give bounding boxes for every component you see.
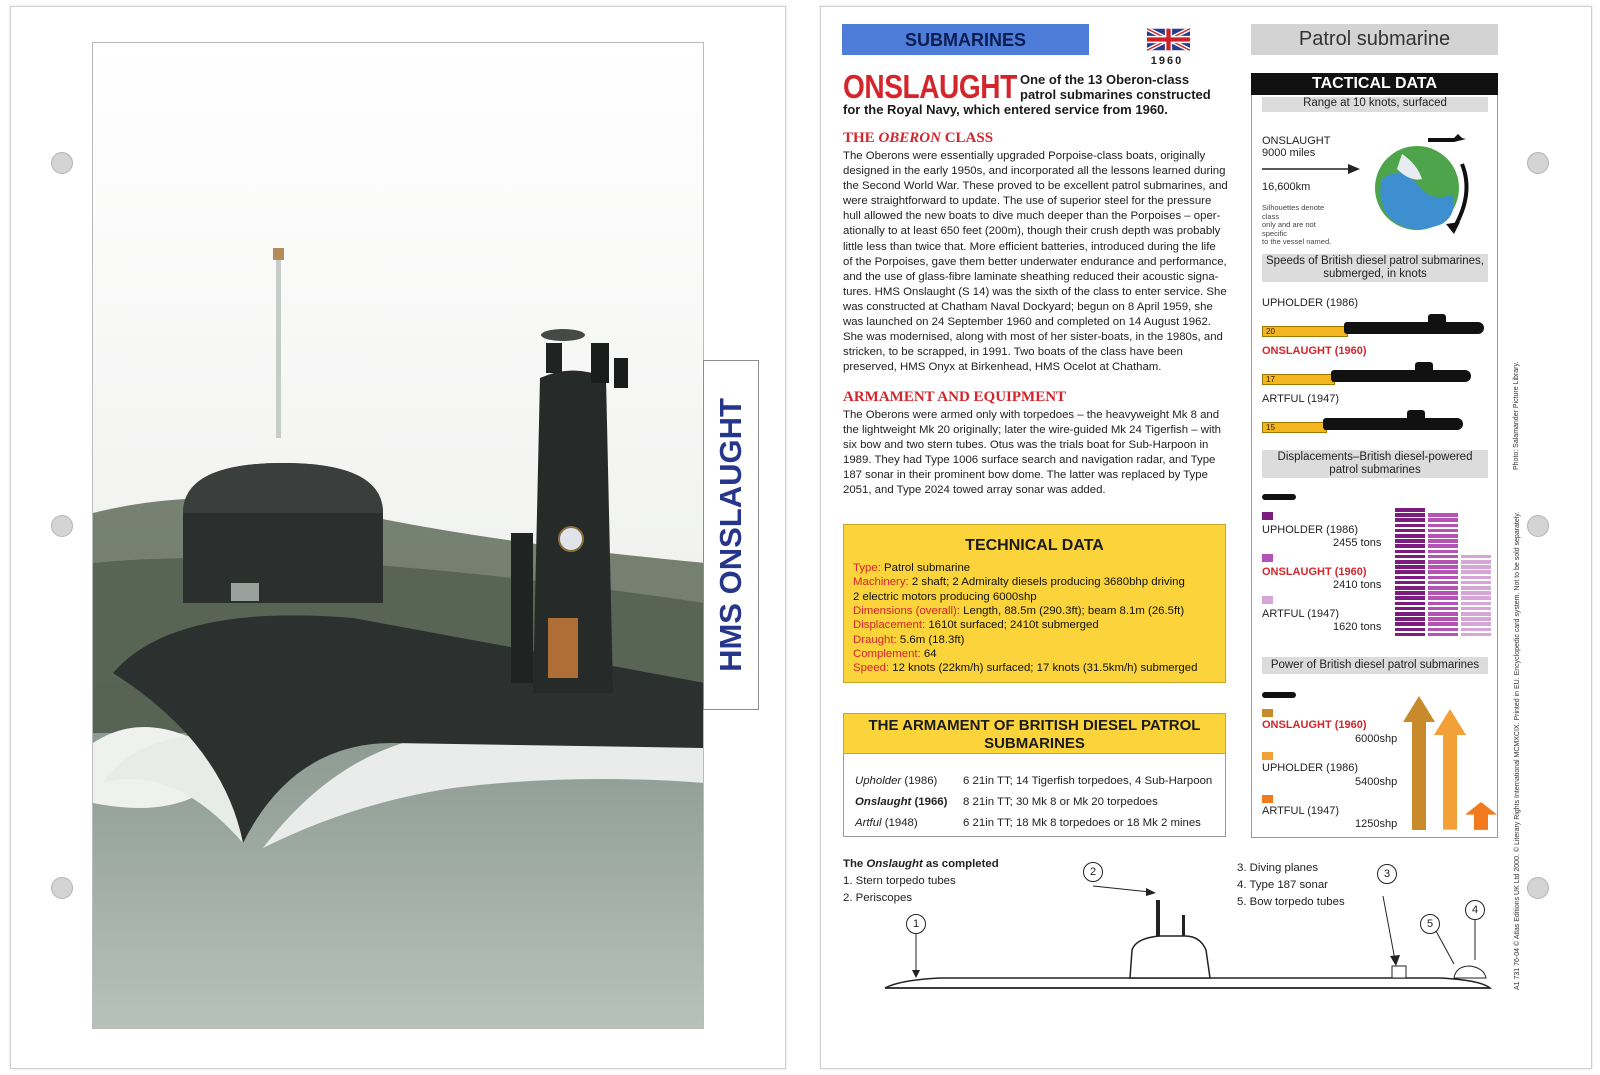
displacement-label: ONSLAUGHT (1960) — [1262, 566, 1367, 578]
oberon-body-line: and the use of glass-fibre laminate sheathing reduced their acoustic signa- — [843, 270, 1219, 283]
technical-data-label: Machinery: — [853, 576, 909, 589]
power-label: ONSLAUGHT (1960) — [1262, 719, 1367, 731]
technical-data-value: 64 — [920, 647, 937, 660]
displacement-bar-segment — [1395, 529, 1425, 533]
oberon-heading-pre: THE — [843, 130, 879, 146]
displacement-bar-segment — [1395, 518, 1425, 522]
displacement-legend-swatch — [1262, 512, 1273, 520]
technical-data-row — [853, 590, 1037, 604]
displacement-bar-segment — [1428, 622, 1458, 626]
submarine-silhouette-icon — [1331, 370, 1471, 382]
oberon-body-line: of the Porpoises, gave them better underwater endurance and performance, — [843, 255, 1227, 268]
power-arrow — [1465, 802, 1497, 830]
displacement-bar-segment — [1428, 550, 1458, 554]
photo-credit: Photo: Salamander Picture Library. — [1513, 361, 1520, 470]
globe-icon — [1362, 124, 1482, 244]
oberon-body-line: tures. HMS Onslaught (S 14) was the sixth of the class to enter service. She — [843, 285, 1227, 298]
range-note — [1262, 204, 1342, 247]
displacement-heading-line1: Displacements–British diesel-powered — [1277, 451, 1473, 463]
armament-row-weapons: 6 21in TT; 18 Mk 8 torpedoes or 18 Mk 2 mines — [963, 817, 1201, 829]
displacement-bar-segment — [1395, 534, 1425, 538]
submarine-sail-icon — [1415, 362, 1433, 371]
power-heading: Power of British diesel patrol submarines — [1262, 657, 1488, 674]
speed-label: ARTFUL (1947) — [1262, 393, 1340, 405]
submarine-silhouette-icon — [1262, 692, 1296, 698]
displacement-bar-segment — [1461, 565, 1491, 569]
displacement-heading — [1262, 450, 1488, 478]
speed-label: UPHOLDER (1986) — [1262, 297, 1358, 309]
submarine-silhouette-icon — [1262, 494, 1296, 500]
binder-hole-middle — [51, 515, 73, 537]
displacement-bar-segment — [1461, 633, 1491, 637]
diagram-label-2: 2. Periscopes — [843, 892, 913, 904]
armament-row-weapons: 6 21in TT; 14 Tigerfish torpedoes, 4 Sub-Harpoon — [963, 775, 1213, 787]
displacement-bar-segment — [1428, 576, 1458, 580]
displacement-bar-segment — [1428, 581, 1458, 585]
technical-data-row — [853, 633, 964, 647]
range-arrow-icon — [1262, 162, 1360, 174]
technical-data-label: Speed: — [853, 662, 890, 675]
displacement-bar-segment — [1461, 607, 1491, 611]
submarine-silhouette-icon — [1344, 322, 1484, 334]
technical-data-label: Displacement: — [853, 619, 926, 632]
oberon-body-line: little less than twice that. More efficient batteries, introduced during the life — [843, 240, 1216, 253]
displacement-bar-segment — [1428, 529, 1458, 533]
oberon-body-line: ationally to at least 650 feet (200m), though their crush depth was probably — [843, 225, 1221, 238]
armament-table-title-line2: SUBMARINES — [984, 735, 1085, 752]
displacement-bar-segment — [1428, 565, 1458, 569]
displacement-bar-segment — [1395, 524, 1425, 528]
armament-row-name — [855, 817, 918, 829]
technical-data-value: 2 shaft; 2 Admiralty diesels producing 3680bhp driving — [908, 576, 1185, 589]
power-value: 1250shp — [1355, 818, 1398, 830]
armament-body-line: 2051, and Type 2024 towed array sonar was added. — [843, 484, 1106, 497]
armament-row-year: (1966) — [911, 796, 948, 808]
displacement-bar-segment — [1395, 622, 1425, 626]
power-value: 6000shp — [1355, 733, 1398, 745]
range-km: 16,600km — [1262, 181, 1311, 193]
power-label: UPHOLDER (1986) — [1262, 762, 1358, 774]
oberon-body-line: was launched on 24 September 1960 and completed on 14 August 1962. — [843, 316, 1211, 329]
displacement-bar-segment — [1428, 534, 1458, 538]
displacement-bar-segment — [1428, 586, 1458, 590]
submarine-sail-icon — [1407, 410, 1425, 419]
technical-data-label: Complement: — [853, 647, 921, 660]
armament-row-boat: Artful — [855, 817, 882, 829]
armament-body-line: The Oberons were armed only with torpedoes – the heavyweight Mk 8 and — [843, 409, 1220, 421]
diagram-label-3: 3. Diving planes — [1237, 862, 1319, 874]
technical-data-value: Patrol submarine — [880, 562, 971, 574]
displacement-bar-segment — [1395, 544, 1425, 548]
displacement-bar-segment — [1395, 570, 1425, 574]
displacement-bar-segment — [1428, 544, 1458, 548]
speed-bar: 17 — [1262, 374, 1335, 385]
armament-row-name — [855, 775, 937, 787]
power-label: ARTFUL (1947) — [1262, 805, 1340, 817]
speeds-heading-line2: submerged, in knots — [1323, 268, 1427, 280]
speed-label: ONSLAUGHT (1960) — [1262, 345, 1367, 357]
displacement-bar-segment — [1428, 560, 1458, 564]
displacement-bar-segment — [1461, 576, 1491, 580]
range-heading: Range at 10 knots, surfaced — [1262, 97, 1488, 112]
armament-row-year: (1986) — [901, 775, 938, 787]
technical-data-value: 12 knots (22km/h) surfaced; 17 knots (31.5km/h) submerged — [889, 662, 1198, 675]
service-year: 1960 — [1150, 55, 1184, 67]
intro-line-3: for the Royal Navy, which entered service from 1960. — [843, 102, 1168, 117]
displacement-bar-segment — [1395, 602, 1425, 606]
oberon-body-line: She was modernised, along with most of her sister-boats, in the 1980s, and — [843, 331, 1223, 344]
displacement-bar-segment — [1395, 612, 1425, 616]
displacement-bar-segment — [1395, 555, 1425, 559]
power-arrow — [1403, 696, 1435, 830]
side-title: HMS ONSLAUGHT — [713, 398, 748, 672]
oberon-heading — [843, 130, 993, 147]
displacement-bar-segment — [1428, 591, 1458, 595]
displacement-bar-segment — [1428, 518, 1458, 522]
displacement-bar-segment — [1461, 581, 1491, 585]
displacement-legend-swatch — [1262, 554, 1273, 562]
oberon-body-line: designed in the early 1950s, and incorporated all the lessons learned during — [843, 165, 1226, 178]
technical-data-value: Length, 88.5m (290.3ft); beam 8.1m (26.5ft) — [959, 604, 1185, 617]
displacement-bar-segment — [1395, 581, 1425, 585]
technical-data-row — [853, 604, 1184, 618]
armament-row-weapons: 8 21in TT; 30 Mk 8 or Mk 20 torpedoes — [963, 796, 1158, 808]
power-legend-swatch — [1262, 795, 1273, 803]
range-note-line2: only and are not specific — [1262, 220, 1316, 238]
technical-data-row — [853, 647, 937, 661]
binder-hole-middle-right — [1527, 515, 1549, 537]
displacement-bar-segment — [1395, 591, 1425, 595]
displacement-bar-segment — [1461, 555, 1491, 559]
displacement-bar-segment — [1395, 607, 1425, 611]
oberon-body-line: stricken, to be scrapped, in 1991. Two boats of the class have been — [843, 346, 1183, 359]
intro-line-1-text: One of the 13 Oberon-class — [1020, 72, 1190, 87]
displacement-legend-swatch — [1262, 596, 1273, 604]
copyright-line: A1 731 76-04 © Atlas Editions UK Ltd 2000. © Literary Rights International MCMXCIX. Printed in EU. Encyclopedic card system. Not to be sold separately. — [1514, 511, 1521, 990]
category-header: SUBMARINES — [842, 24, 1089, 55]
displacement-bar-segment — [1428, 617, 1458, 621]
displacement-bar-segment — [1428, 633, 1458, 637]
diagram-label-4: 4. Type 187 sonar — [1237, 879, 1328, 891]
displacement-value: 2410 tons — [1333, 579, 1382, 591]
displacement-bar-segment — [1395, 586, 1425, 590]
submarine-silhouette-icon — [1323, 418, 1463, 430]
displacement-bar-segment — [1395, 576, 1425, 580]
displacement-bar-segment — [1461, 628, 1491, 632]
tactical-data-title: TACTICAL DATA — [1251, 73, 1498, 95]
displacement-bar-segment — [1461, 570, 1491, 574]
armament-row-boat: Upholder — [855, 775, 902, 787]
diagram-label-5: 5. Bow torpedo tubes — [1237, 896, 1345, 908]
diagram-marker-2: 2 — [1083, 862, 1103, 882]
diagram-marker-3: 3 — [1377, 864, 1397, 884]
speed-bar: 15 — [1262, 422, 1327, 433]
displacement-bar-segment — [1428, 612, 1458, 616]
displacement-bar-segment — [1461, 591, 1491, 595]
binder-hole-bottom-right — [1527, 877, 1549, 899]
range-note-line1: Silhouettes denote class — [1262, 203, 1325, 221]
displacement-bar-segment — [1461, 612, 1491, 616]
range-boat: ONSLAUGHT — [1262, 135, 1331, 147]
oberon-body-line: preserved, HMS Onyx at Birkenhead, HMS Ocelot at Chatham. — [843, 361, 1162, 374]
displacement-bar-segment — [1395, 596, 1425, 600]
displacement-bar-segment — [1428, 628, 1458, 632]
armament-table-title — [843, 713, 1226, 754]
technical-data-row — [853, 618, 1099, 632]
displacement-bar-segment — [1395, 560, 1425, 564]
displacement-bar-segment — [1395, 550, 1425, 554]
technical-data-label: Type: — [853, 562, 881, 574]
displacement-bar-segment — [1395, 508, 1425, 512]
armament-table-title-line1: THE ARMAMENT OF BRITISH DIESEL PATROL — [868, 717, 1201, 734]
displacement-bar-segment — [1395, 633, 1425, 637]
displacement-bar-segment — [1428, 555, 1458, 559]
displacement-bar-segment — [1428, 596, 1458, 600]
technical-data-row — [853, 561, 970, 575]
displacement-bar-segment — [1395, 565, 1425, 569]
oberon-body — [843, 149, 1226, 375]
type-header: Patrol submarine — [1251, 24, 1498, 55]
armament-body — [843, 408, 1226, 499]
displacement-bar-segment — [1461, 622, 1491, 626]
armament-body-line: 1989. They had Type 1006 surface search and navigation radar, and Type — [843, 454, 1216, 467]
union-jack-flag-icon — [1147, 26, 1190, 53]
diagram-label-1: 1. Stern torpedo tubes — [843, 875, 956, 887]
armament-row-year: (1948) — [881, 817, 918, 829]
armament-body-line: six bow and two stern tubes. Otus was the trials boat for Sub-Harpoon in — [843, 439, 1209, 452]
oberon-heading-post: CLASS — [940, 130, 994, 146]
page-title: ONSLAUGHT — [843, 68, 1017, 105]
side-title-box — [703, 360, 759, 710]
displacement-label: ARTFUL (1947) — [1262, 608, 1340, 620]
displacement-bar-segment — [1461, 596, 1491, 600]
displacement-bar-segment — [1461, 602, 1491, 606]
technical-data-label: Dimensions (overall): — [853, 604, 960, 617]
displacement-bar-segment — [1428, 607, 1458, 611]
displacement-bar-segment — [1428, 602, 1458, 606]
oberon-heading-italic: OBERON — [878, 130, 941, 146]
power-arrow — [1434, 709, 1466, 830]
intro-line-1 — [1020, 73, 1225, 88]
displacement-bar-segment — [1395, 513, 1425, 517]
submarine-photo — [92, 42, 704, 1029]
displacement-value: 1620 tons — [1333, 621, 1382, 633]
oberon-body-line: hull allowed the new boats to dive much deeper than the Porpoises – oper- — [843, 210, 1221, 223]
power-legend-swatch — [1262, 752, 1273, 760]
diagram-caption-italic: Onslaught — [866, 858, 923, 870]
diagram-caption-post: as completed — [922, 858, 999, 870]
binder-hole-top — [51, 152, 73, 174]
armament-heading: ARMAMENT AND EQUIPMENT — [843, 389, 1067, 405]
technical-data-value: 5.6m (18.3ft) — [896, 633, 965, 646]
displacement-bar-segment — [1395, 617, 1425, 621]
range-miles: 9000 miles — [1262, 147, 1316, 159]
displacement-bar-segment — [1461, 617, 1491, 621]
technical-data-value: 1610t surfaced; 2410t submerged — [925, 619, 1099, 632]
displacement-bar-segment — [1428, 570, 1458, 574]
speeds-heading — [1262, 254, 1488, 282]
intro-line-2: patrol submarines constructed — [1020, 87, 1211, 102]
oberon-body-line: was constructed at Chatham Naval Dockyard; begun on 8 April 1959, she — [843, 300, 1213, 313]
displacement-heading-line2: patrol submarines — [1329, 464, 1421, 476]
speed-bar: 20 — [1262, 326, 1348, 337]
power-legend-swatch — [1262, 709, 1273, 717]
technical-data-box — [843, 524, 1226, 683]
displacement-value: 2455 tons — [1333, 537, 1382, 549]
oberon-body-line: the Second World War. These proved to be excellent patrol submarines, and — [843, 180, 1228, 193]
submarine-sail-icon — [1428, 314, 1446, 323]
binder-hole-bottom — [51, 877, 73, 899]
displacement-bar-segment — [1395, 628, 1425, 632]
technical-data-row — [853, 661, 1197, 675]
displacement-bar-segment — [1428, 513, 1458, 517]
range-note-line3: to the vessel named. — [1262, 237, 1332, 246]
oberon-body-line: were straightforward to update. The use of superior steel for the pressure — [843, 195, 1212, 208]
diagram-marker-1: 1 — [906, 914, 926, 934]
technical-data-value: 2 electric motors producing 6000shp — [853, 590, 1037, 603]
technical-data-label: Draught: — [853, 633, 897, 646]
displacement-label: UPHOLDER (1986) — [1262, 524, 1358, 536]
armament-row-name — [855, 796, 947, 808]
armament-row-boat: Onslaught — [855, 796, 912, 808]
armament-body-line: 187 sonar in their prominent bow dome. The latter was replaced by Type — [843, 469, 1208, 482]
displacement-bar-segment — [1461, 586, 1491, 590]
armament-body-line: the lightweight Mk 20 originally; later the wire-guided Mk 24 Tigerfish – with — [843, 424, 1221, 437]
speeds-heading-line1: Speeds of British diesel patrol submarines, — [1266, 255, 1484, 267]
displacement-bar-segment — [1428, 524, 1458, 528]
submarine-profile-diagram — [880, 870, 1495, 998]
binder-hole-top-right — [1527, 152, 1549, 174]
displacement-bar-segment — [1428, 539, 1458, 543]
displacement-bar-segment — [1395, 539, 1425, 543]
displacement-bar-segment — [1461, 560, 1491, 564]
technical-data-row — [853, 575, 1185, 589]
diagram-marker-4: 4 — [1465, 900, 1485, 920]
diagram-caption-pre: The — [843, 858, 867, 870]
oberon-body-line: The Oberons were essentially upgraded Porpoise-class boats, originally — [843, 150, 1206, 162]
submarine-photo-illustration — [93, 43, 704, 1029]
diagram-marker-5: 5 — [1420, 914, 1440, 934]
power-value: 5400shp — [1355, 776, 1398, 788]
technical-data-title: TECHNICAL DATA — [965, 537, 1104, 554]
